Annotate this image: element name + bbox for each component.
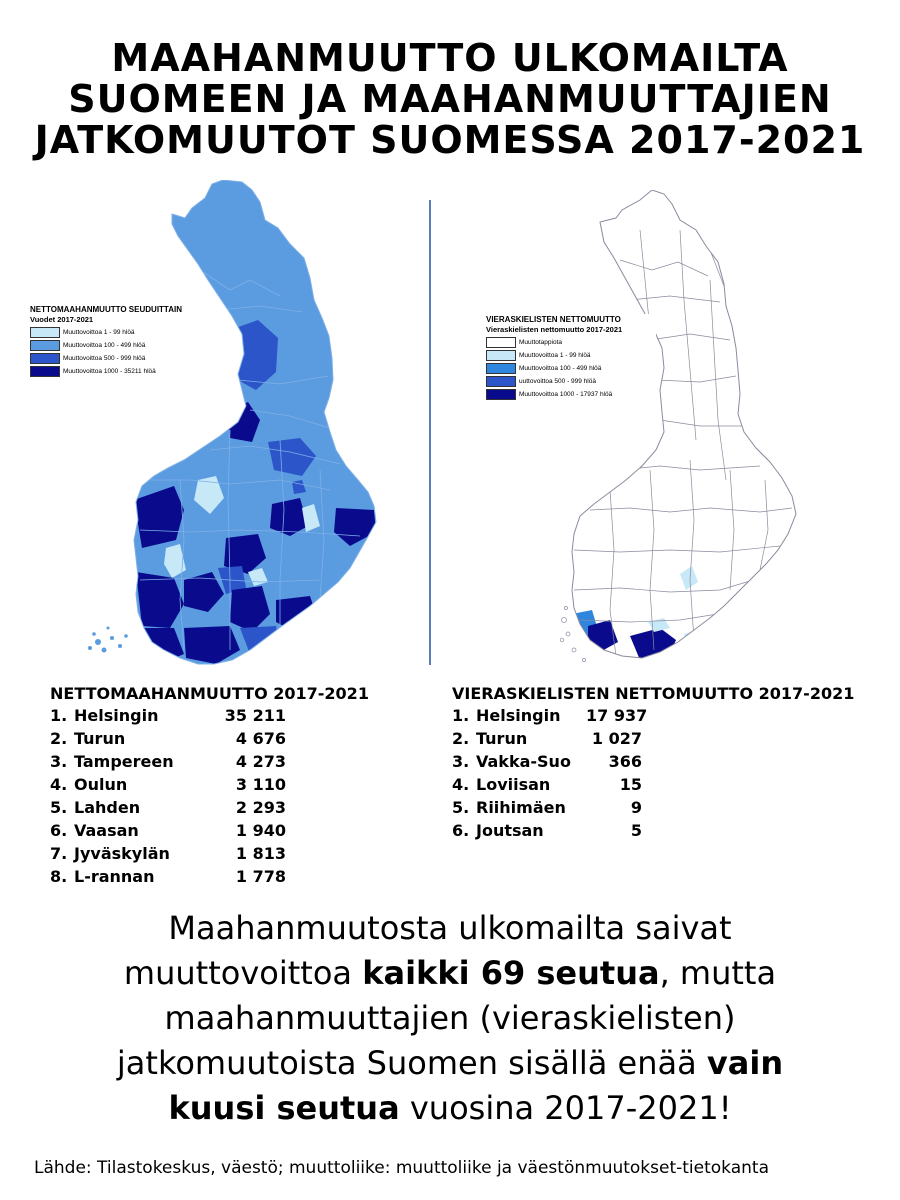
ranking-row bbox=[50, 727, 369, 750]
region-value: 9 bbox=[630, 798, 642, 817]
base-region-fill bbox=[560, 190, 820, 680]
left-map-legend bbox=[30, 304, 210, 377]
page-title bbox=[0, 38, 900, 161]
title-line-2: SUOMEEN JA MAAHANMUUTTAJIEN bbox=[68, 77, 832, 121]
legend-label: Muuttovoittoa 1000 - 35211 hlöä bbox=[63, 367, 156, 375]
legend-label: Muuttovoittoa 1 - 99 hlöä bbox=[519, 351, 591, 359]
region-name: Helsingin bbox=[74, 706, 159, 725]
rank-number: 7. bbox=[50, 844, 68, 863]
legend-swatch bbox=[30, 366, 60, 377]
region-value: 1 813 bbox=[235, 844, 286, 863]
message-line-1: Maahanmuutosta ulkomailta saivat bbox=[168, 909, 732, 947]
rank-number: 6. bbox=[452, 821, 470, 840]
region-value: 1 027 bbox=[591, 729, 642, 748]
legend-title: NETTOMAAHANMUUTTO SEUDUITTAIN bbox=[30, 305, 182, 314]
legend-item bbox=[486, 388, 656, 400]
ranking-row bbox=[452, 704, 854, 727]
region-value: 35 211 bbox=[224, 706, 286, 725]
legend-label: Muuttovoittoa 100 - 499 hlöä bbox=[519, 364, 602, 372]
message-emphasis: kuusi seutua bbox=[168, 1089, 400, 1127]
legend-item bbox=[30, 339, 210, 351]
region-name: Tampereen bbox=[74, 752, 174, 771]
rank-number: 4. bbox=[452, 775, 470, 794]
legend-item bbox=[486, 362, 656, 374]
legend-item bbox=[30, 365, 210, 377]
region-name: Vakka-Suo bbox=[476, 752, 571, 771]
ranking-row bbox=[452, 750, 854, 773]
legend-item bbox=[30, 326, 210, 338]
message-line-4 bbox=[0, 1041, 900, 1086]
region-name: Oulun bbox=[74, 775, 128, 794]
region-value: 1 778 bbox=[235, 867, 286, 886]
region-name: Riihimäen bbox=[476, 798, 566, 817]
ranking-heading: NETTOMAAHANMUUTTO 2017-2021 bbox=[50, 684, 369, 703]
region-value: 2 293 bbox=[235, 798, 286, 817]
region-name: Joutsan bbox=[476, 821, 544, 840]
rank-number: 3. bbox=[50, 752, 68, 771]
region-value: 4 676 bbox=[235, 729, 286, 748]
legend-label: uuttovoittoa 500 - 999 hlöä bbox=[519, 377, 596, 385]
region-value: 3 110 bbox=[235, 775, 286, 794]
region-lappeenranta bbox=[276, 596, 318, 632]
legend-label: Muuttovoittoa 500 - 999 hlöä bbox=[63, 354, 146, 362]
right-map-legend bbox=[486, 314, 656, 400]
title-line-1: MAAHANMUUTTO ULKOMAILTA bbox=[111, 36, 789, 80]
legend-item bbox=[486, 375, 656, 387]
region-name: Lahden bbox=[74, 798, 141, 817]
ranking-row bbox=[50, 865, 369, 888]
legend-swatch bbox=[486, 363, 516, 374]
legend-label: Muuttovoittoa 100 - 499 hlöä bbox=[63, 341, 146, 349]
ranking-row bbox=[50, 773, 369, 796]
message-emphasis: kaikki 69 seutua bbox=[362, 954, 660, 992]
ranking-row bbox=[50, 750, 369, 773]
summary-message bbox=[0, 906, 900, 1131]
region-name: Turun bbox=[74, 729, 126, 748]
legend-label: Muuttotappiota bbox=[519, 338, 563, 346]
foreign-language-migration-map bbox=[560, 190, 820, 680]
legend-swatch bbox=[30, 353, 60, 364]
region-name: Helsingin bbox=[476, 706, 561, 725]
archipelago bbox=[88, 627, 128, 653]
source-note: Lähde: Tilastokeskus, väestö; muuttoliike: muuttoliike ja väestönmuutokset-tietokanta bbox=[34, 1158, 770, 1178]
legend-swatch bbox=[486, 389, 516, 400]
ranking-row bbox=[50, 796, 369, 819]
message-text: vuosina 2017-2021! bbox=[399, 1089, 732, 1127]
region-value: 17 937 bbox=[586, 706, 648, 725]
ranking-row bbox=[50, 842, 369, 865]
title-line-3: JATKOMUUTOT SUOMESSA 2017-2021 bbox=[34, 118, 866, 162]
ranking-row bbox=[50, 704, 369, 727]
rank-number: 5. bbox=[50, 798, 68, 817]
rank-number: 3. bbox=[452, 752, 470, 771]
rank-number: 1. bbox=[452, 706, 470, 725]
message-line-2 bbox=[0, 951, 900, 996]
rank-number: 8. bbox=[50, 867, 68, 886]
region-name: L-rannan bbox=[74, 867, 155, 886]
legend-item bbox=[486, 336, 656, 348]
region-value: 4 273 bbox=[235, 752, 286, 771]
legend-swatch bbox=[30, 340, 60, 351]
net-immigration-map bbox=[80, 180, 390, 670]
legend-label: Muuttovoittoa 1000 - 17937 hlöä bbox=[519, 390, 613, 398]
legend-title: VIERASKIELISTEN NETTOMUUTTO bbox=[486, 315, 621, 324]
message-text: muuttovoittoa bbox=[123, 954, 363, 992]
message-emphasis: vain bbox=[706, 1044, 784, 1082]
region-name: Turun bbox=[476, 729, 528, 748]
rank-number: 4. bbox=[50, 775, 68, 794]
foreign-language-ranking bbox=[452, 684, 854, 842]
message-line-5 bbox=[0, 1086, 900, 1131]
region-name: Jyväskylän bbox=[74, 844, 170, 863]
ranking-row bbox=[452, 727, 854, 750]
ranking-heading: VIERASKIELISTEN NETTOMUUTTO 2017-2021 bbox=[452, 684, 855, 703]
legend-subtitle: Vieraskielisten nettomuutto 2017-2021 bbox=[486, 325, 623, 334]
message-text: , mutta bbox=[659, 954, 777, 992]
region-name: Vaasan bbox=[74, 821, 139, 840]
ranking-row bbox=[452, 773, 854, 796]
legend-swatch bbox=[486, 376, 516, 387]
rank-number: 6. bbox=[50, 821, 68, 840]
legend-swatch bbox=[486, 350, 516, 361]
rank-number: 2. bbox=[50, 729, 68, 748]
region-value: 1 940 bbox=[235, 821, 286, 840]
legend-item bbox=[486, 349, 656, 361]
region-name: Loviisan bbox=[476, 775, 551, 794]
legend-subtitle: Vuodet 2017-2021 bbox=[30, 315, 94, 324]
legend-swatch bbox=[30, 327, 60, 338]
ranking-row bbox=[452, 796, 854, 819]
region-value: 366 bbox=[608, 752, 642, 771]
region-value: 15 bbox=[619, 775, 642, 794]
legend-swatch bbox=[486, 337, 516, 348]
rank-number: 1. bbox=[50, 706, 68, 725]
rank-number: 2. bbox=[452, 729, 470, 748]
ranking-row bbox=[452, 819, 854, 842]
ranking-row bbox=[50, 819, 369, 842]
rank-number: 5. bbox=[452, 798, 470, 817]
map-divider bbox=[429, 200, 431, 665]
message-text: jatkomuutoista Suomen sisällä enää bbox=[116, 1044, 707, 1082]
net-immigration-ranking bbox=[50, 684, 369, 888]
legend-item bbox=[30, 352, 210, 364]
message-line-3: maahanmuuttajien (vieraskielisten) bbox=[164, 999, 736, 1037]
region-value: 5 bbox=[630, 821, 642, 840]
legend-label: Muuttovoittoa 1 - 99 hlöä bbox=[63, 328, 135, 336]
